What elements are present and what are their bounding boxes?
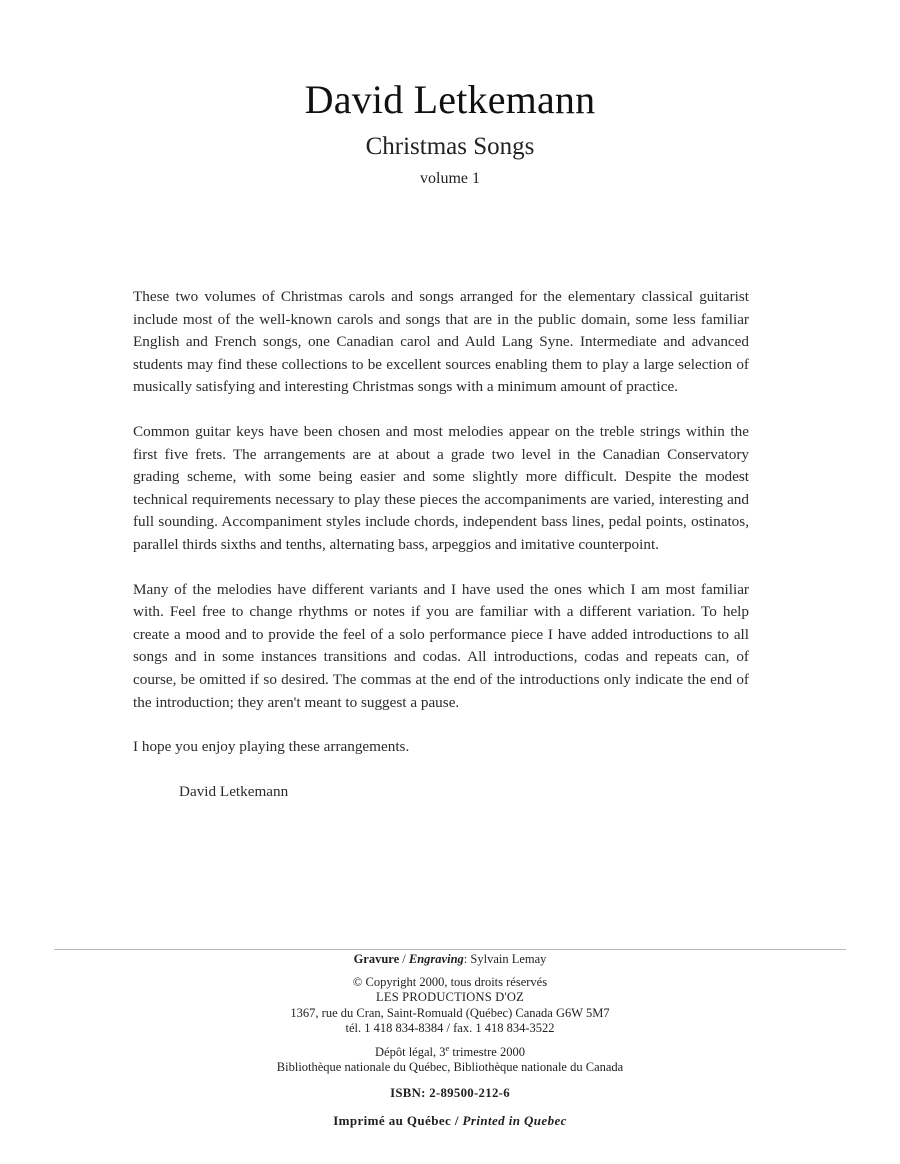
paragraph-3: Many of the melodies have different variants and I have used the ones which I am most familiar with. Feel free to change rhythms or notes if you are familiar with a different variation. To help create a mood and to provide the feel of a solo performance piece I have added introductions to all songs and in some instances transitions and codas. All introductions, codas and repeats can, of course, be omitted if so desired. The commas at the end of the introductions only indicate the end of the introduction; they aren't meant to suggest a pause. [133, 580, 749, 711]
volume-label: volume 1 [420, 169, 480, 187]
publisher-phone-fax: tél. 1 418 834-8384 / fax. 1 418 834-3522 [345, 1021, 555, 1036]
depot-legal-suffix: trimestre 2000 [449, 1045, 525, 1060]
gravure-separator: / [399, 952, 409, 966]
closing-line: I hope you enjoy playing these arrangements. [133, 738, 410, 756]
printed-in-line [0, 1113, 900, 1128]
isbn-line: ISBN: 2-89500-212-6 [390, 1085, 510, 1100]
paragraph-1: These two volumes of Christmas carols and songs arranged for the elementary classical guitarist include most of the well-known carols and songs that are in the public domain, some less familiar English and French songs, one Canadian carol and Auld Lang Syne. Intermediate and advanced students may find these collections to be excellent sources enabling them to play a large selection of musically satisfying and interesting Christmas songs with a minimum amount of practice. [133, 288, 749, 396]
depot-legal-ordinal: e [445, 1043, 450, 1054]
collection-subtitle: Christmas Songs [365, 133, 535, 161]
copyright-line: © Copyright 2000, tous droits réservés [352, 975, 548, 990]
author-signature: David Letkemann [179, 782, 289, 800]
engraver-credit [0, 952, 900, 967]
body-copy [133, 286, 749, 803]
publisher-address: 1367, rue du Cran, Saint-Romuald (Québec) Canada G6W 5M7 [290, 1005, 610, 1020]
bibliotheque-line: Bibliothèque nationale du Québec, Bibliothèque nationale du Canada [276, 1060, 624, 1075]
printed-label-en: Printed in Quebec [462, 1113, 567, 1129]
depot-legal-prefix: Dépôt légal, 3 [375, 1045, 446, 1060]
colophon-spacer [0, 1036, 900, 1045]
author-title: David Letkemann [304, 77, 596, 122]
paragraph-2: Common guitar keys have been chosen and most melodies appear on the treble strings within the first five frets. The arrangements are at about a grade two level in the Canadian Conservatory grading scheme, with some being easier and some slightly more difficult. Despite the modest technical requirements necessary to play these pieces the accompaniments are varied, interesting and full sounding. Accompaniment styles include chords, independent bass lines, pedal points, ostinatos, parallel thirds sixths and tenths, alternating bass, arpeggios and imitative counterpoint. [133, 422, 749, 553]
colophon [0, 952, 900, 1128]
printed-label-fr: Imprimé au Québec / [333, 1113, 463, 1129]
engraver-name: Sylvain Lemay [470, 952, 547, 966]
depot-legal-line [0, 1045, 900, 1060]
gravure-label-en: Engraving [408, 952, 464, 966]
gravure-label-fr: Gravure [353, 952, 400, 966]
publisher-name: LES PRODUCTIONS D'OZ [376, 990, 524, 1005]
gravure-colon: : [463, 952, 471, 966]
footer-divider [54, 949, 846, 950]
title-block [0, 78, 900, 187]
